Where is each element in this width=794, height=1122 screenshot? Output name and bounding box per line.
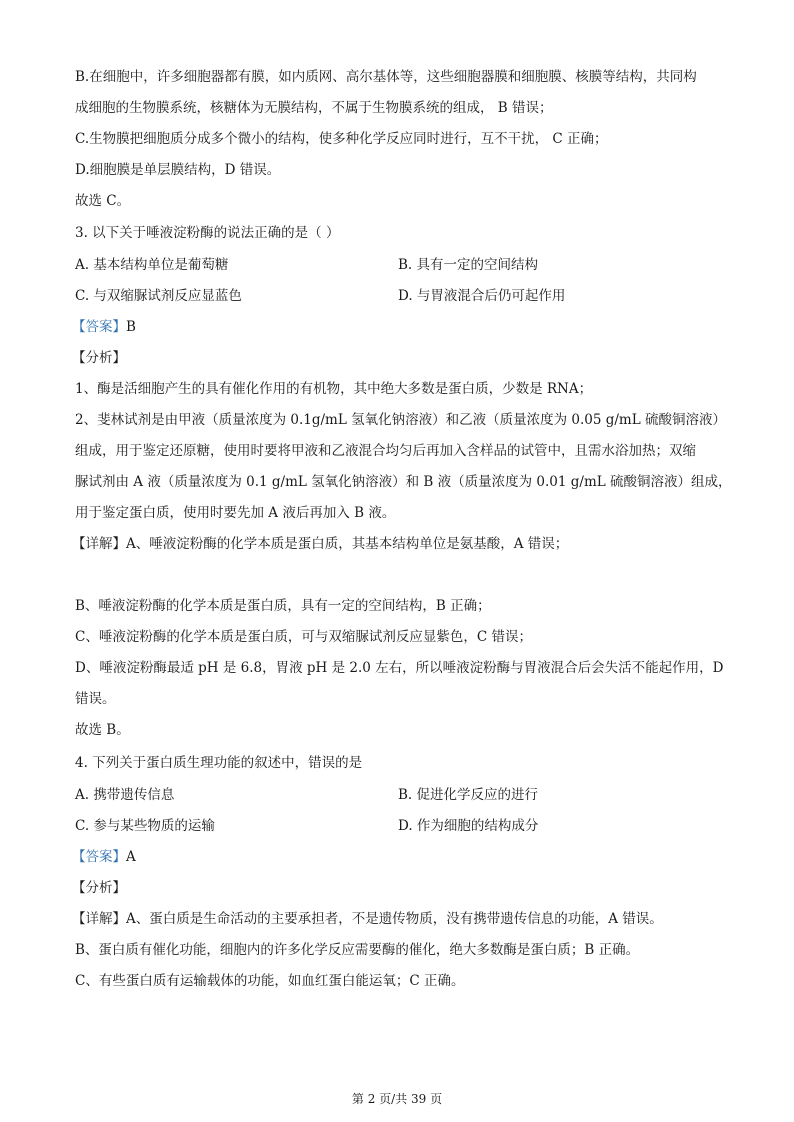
q3-detail-b: B、唾液淀粉酶的化学本质是蛋白质，具有一定的空间结构，B 正确； xyxy=(75,598,491,614)
q3-analysis-line5: 用于鉴定蛋白质，使用时要先加 A 液后再加入 B 液。 xyxy=(75,505,396,521)
q3-detail-a xyxy=(72,535,568,553)
q3-answer-tag: 【答案】 xyxy=(72,319,126,335)
prev-option-c: C.生物膜把细胞质分成多个微小的结构，使多种化学反应同时进行，互不干扰， C 正确； xyxy=(75,131,608,147)
prev-option-b-line1: B.在细胞中，许多细胞器都有膜，如内质网、高尔基体等，这些细胞器膜和细胞膜、核膜等结构，共同构 xyxy=(75,69,697,85)
q3-detail-c: C、唾液淀粉酶的化学本质是蛋白质，可与双缩脲试剂反应显紫色，C 错误； xyxy=(75,629,532,645)
q3-analysis-tag: 【分析】 xyxy=(72,350,126,366)
prev-option-d: D.细胞膜是单层膜结构，D 错误。 xyxy=(75,162,281,178)
q3-stem: 3. 以下关于唾液淀粉酶的说法正确的是（ ） xyxy=(75,225,340,241)
q4-detail-tag: 【详解】 xyxy=(72,911,126,927)
q4-analysis-tag: 【分析】 xyxy=(72,880,126,896)
q4-detail-c: C、有些蛋白质有运输载体的功能，如血红蛋白能运氧；C 正确。 xyxy=(75,973,465,989)
q4-detail-a-text: A、蛋白质是生命活动的主要承担者，不是遗传物质，没有携带遗传信息的功能，A 错误。 xyxy=(126,911,663,927)
q3-detail-tag: 【详解】 xyxy=(72,536,126,552)
q4-answer-tag: 【答案】 xyxy=(72,849,126,865)
q3-detail-d-line1: D、唾液淀粉酶最适 pH 是 6.8，胃液 pH 是 2.0 左右，所以唾液淀粉酶与胃液混合后会失活不能起作用，D xyxy=(75,660,724,676)
q4-answer-value: A xyxy=(126,849,136,865)
q4-stem: 4. 下列关于蛋白质生理功能的叙述中，错误的是 xyxy=(75,755,363,771)
q4-option-d: D. 作为细胞的结构成分 xyxy=(398,818,539,834)
q3-detail-a-text: A、唾液淀粉酶的化学本质是蛋白质，其基本结构单位是氨基酸，A 错误； xyxy=(126,536,569,552)
q3-option-d: D. 与胃液混合后仍可起作用 xyxy=(398,288,566,304)
q4-answer xyxy=(72,848,136,866)
q3-analysis-line3: 组成，用于鉴定还原糖，使用时要将甲液和乙液混合均匀后再加入含样品的试管中，且需水浴加热；双缩 xyxy=(75,443,696,459)
q4-detail-a xyxy=(72,910,663,928)
q4-option-b: B. 促进化学反应的进行 xyxy=(398,787,539,803)
q4-detail-b: B、蛋白质有催化功能，细胞内的许多化学反应需要酶的催化，绝大多数酶是蛋白质；B 正确。 xyxy=(75,942,640,958)
q4-option-a: A. 携带遗传信息 xyxy=(75,787,175,803)
q3-option-c: C. 与双缩脲试剂反应显蓝色 xyxy=(75,288,242,304)
q4-option-c: C. 参与某些物质的运输 xyxy=(75,818,215,834)
q3-option-b: B. 具有一定的空间结构 xyxy=(398,257,539,273)
q3-answer-value: B xyxy=(126,319,136,335)
q3-detail-d-line2: 错误。 xyxy=(75,691,116,707)
q3-analysis-line4: 脲试剂由 A 液（质量浓度为 0.1 g/mL 氢氧化钠溶液）和 B 液（质量浓度为 0.01 g/mL 硫酸铜溶液）组成， xyxy=(75,474,732,490)
page-footer: 第 2 页/共 39 页 xyxy=(351,1092,443,1106)
prev-choose: 故选 C。 xyxy=(75,193,131,209)
q3-analysis-line1: 1、酶是活细胞产生的具有催化作用的有机物，其中绝大多数是蛋白质，少数是 RNA； xyxy=(75,381,593,397)
q3-analysis-line2: 2、斐林试剂是由甲液（质量浓度为 0.1g/mL 氢氧化钠溶液）和乙液（质量浓度为 0.05 g/mL 硫酸铜溶液） xyxy=(75,412,726,428)
q3-choose: 故选 B。 xyxy=(75,722,130,738)
q3-option-a: A. 基本结构单位是葡萄糖 xyxy=(75,257,229,273)
q3-answer xyxy=(72,318,136,336)
prev-option-b-line2: 成细胞的生物膜系统，核糖体为无膜结构，不属于生物膜系统的组成， B 错误； xyxy=(75,100,553,116)
